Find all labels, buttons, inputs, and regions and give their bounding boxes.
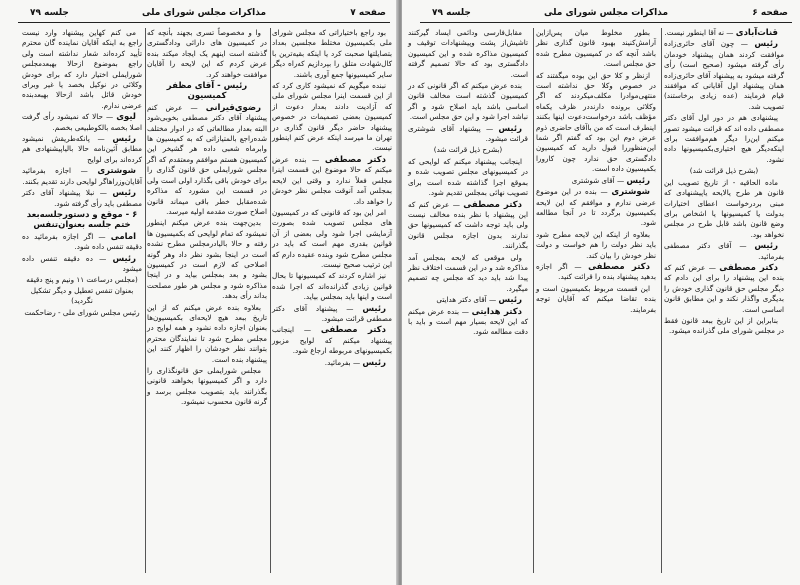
running-title: مذاکرات مجلس شورای ملی — [141, 8, 267, 18]
paragraph — [408, 253, 528, 295]
paragraph-text: ولی موقعی که لایحه بمجلس آمد مذاکره شد و در این قسمت اختلاف نظر پیدا شد باید دید که مجلس چه تصمیم میگیرد. — [408, 252, 528, 293]
paragraph-text: بنابراین از این تاریخ ببعد قانون فقط در مجلس شورای ملی گذرانده میشود. — [664, 315, 784, 336]
paragraph-text: ازنظر و کلا حق این بوده میگفتند که در خصوص وکلا حق نداشته است منتهی‌مواد‌را مکلف‌میکردند که اگر وکلائی برونده دارند‌در ظرف یکماه مؤظف باشد درخواست‌دعوت اینها بکنند اینطرف است که من باآقای حاضری ذوم عرض دوم این بود که گفتم اگر شما این‌منظوررا قبول دارید که کمیسیون دادگستری حق ندارد چون کارورا بکمیسیون داده است. — [536, 70, 656, 174]
paragraph-text: آقای شوشتری — [571, 175, 615, 185]
paragraph-text: بدین‌جهت بنده عرض میکنم اینطور نمیشود که تمام لوایحی که بکمیسیون ها رفته و حالا بالیادرمجلس مطرح نشده است در اینجا بشود نظر داد وهر گونه اصلاحی که لازم است در کمیسیون بشود و بعد بمجلس بیاید و در اینجا مذاکره شود و مجلس هر طور مصلحت بداند رأی بدهد. — [147, 218, 267, 301]
column-divider — [533, 28, 534, 573]
paragraph-text: پانکه‌طریقش نمیشود مطابق آئین‌نامه حالا بالیاپیشنهادی هم کرده‌اند برای لوایح — [22, 134, 142, 164]
centered-note: (بشرح ذیل قرائت شد) — [689, 166, 759, 176]
speaker-name: رئیس — [362, 357, 386, 368]
speaker-name: دکتر مصطفی — [463, 199, 522, 210]
page-number: صفحه ۶ — [752, 8, 788, 18]
paragraph — [408, 28, 528, 80]
paragraph-text: مجلس شورایملی حق قانونگذاری را دارد و اگر کمیسیونها بخواهند قانونی بگذرانند باید بتصویب مجلس برسد و گرنه قانون محسوب نمیشود. — [147, 366, 267, 407]
paragraph — [272, 28, 392, 80]
paragraph-text: اینجانب پیشنهاد میکنم که لوایح مزبور بکمیسیونهای مربوطه ارجاع شود. — [272, 325, 392, 356]
paragraph-text: آقای دکتر هدایتی — [436, 295, 487, 305]
paragraph: امامی — اگر اجازه بفرمائید ده دقیقه تنفس داده شود. — [22, 231, 142, 252]
paragraph-text: امر این بود که قانونی که در کمیسیون های مجلس تصویب شده بصورت آزمایشی اجرا شود ولی بعضی از آن قوانین بقدری مهم است که باید در مجلس مطرح شود وبنده عقیده دارم که این ترتیب صحیح نیست. — [272, 207, 392, 269]
speaker-name: لیوی — [116, 112, 136, 123]
paragraph — [664, 113, 784, 165]
right-page-header — [420, 6, 792, 23]
paragraph-text: بنده عرض میکنم که این لایحه بسیار مهم است و باید با دقت مطالعه شود. — [408, 306, 528, 337]
speaker-name: قنات‌آبادی — [735, 28, 778, 38]
paragraph: شوشتری — اجازه بفرمائید آقایان‌وزراهاگر لوایحی دارند تقدیم بکنند. — [22, 166, 142, 186]
speaker-name: دکتر مصطفی — [320, 325, 386, 336]
paragraph: رئیس — چون آقای حائری‌زاده موافقت کردند همان پیشنهاد خودمان رأی گرفته میشود (صحیح است) رأی گرفته میشود به پیشنهاد آقای حائری‌زاده همان پیشنهاد اول آقایانی که موافقند قیام فرمایند (عده زیادی برخاستند) تصویب شد. — [664, 39, 784, 111]
paragraph-text: اینجانب پیشنهاد میکنم که لوایحی که در کمیسیونهای مجلس تصویب شده و بموقع اجرا گذاشته شده است برای تصویب نهائی بمجلس تقدیم شود. — [408, 156, 528, 198]
paragraph-text: عرض کنم پیشنهاد آقای دکتر مصطفی بخوبی‌شود البته بعدار مطالعاتی که در ادوار مختلف شده‌راجع بالمتیازاتی که به کمیسیون ها وابرماه شعبی داده هر گشیخر این کمیسیون هستم موافقم ومعتقدم که اگر مجلس شورایملی حق قانون گذاری را برای خودش باقی بگذارد اولی است ولی در قسمت این مشورد که مذاکره شده‌مقابل خطر باقی میماند قانون اصلاح صورت مقدمه اولیه میرسد. — [147, 102, 267, 216]
paragraph: رئیس — بفرمائید. — [324, 357, 386, 368]
paragraph-text: بفرمائید. — [324, 357, 351, 367]
speaker-name: رئیس — [754, 39, 778, 50]
paragraph — [408, 157, 528, 199]
speaker-name: رئیس — [626, 175, 650, 186]
column-divider — [270, 28, 271, 573]
paragraph-text: حالا که نمیشود رأی گرفت اصلا بخصه بالکوطبیعی بخصم. — [22, 112, 142, 132]
section-heading: ۶ - موقع و دستورجلسه‌بعد ختم جلسه بعنوان‌تنفس — [26, 209, 138, 231]
paragraph — [22, 28, 142, 111]
session-number: جلسه ۷۹ — [432, 8, 471, 18]
paragraph — [147, 303, 267, 365]
session-number: جلسه ۷۹ — [30, 8, 69, 18]
paragraph: رئیس — ده دقیقه تنفس داده میشود — [22, 253, 142, 273]
paragraph: رئیس — پیشنهاد آقای دکتر مصطفی قرائت میشود. — [272, 303, 392, 323]
paragraph-text: ماده الحاقیه - از تاریخ تصویب این قانون هر طرح یالایحه یاپیشنهادی که مبنی بردرخواست اعطای اختیارات بدولت یا کمیسیونها یا اشخاص برای وضع قانون باشد قابل طرح در مجلس نخواهد بود. — [664, 177, 784, 239]
paragraph: رئیس — پیشنهاد آقای شوشتری قرائت میشود. — [408, 123, 528, 144]
paragraph: شوشتری — بنده در این موضوع عرضی ندارم و موافقم که این لایحه بکمیسیون برگردد تا در آنجا مطالعه شود. — [536, 187, 656, 228]
left-page-header — [18, 6, 390, 23]
paragraph — [408, 81, 528, 123]
paragraph-text: بعلاوه بنده عرض میکنم که از این تاریخ ببعد هیچ لایحه‌ای بکمیسیون‌ها بعنوان اجازه داده نشود و همه لوایح در مجلس مطرح شود تا نمایندگان محترم بتوانند نظر خودشان را اظهار کنند این پیشنهاد بنده است. — [147, 302, 267, 364]
paragraph-text: پیشنهادی هم در دور اول آقای دکتر مصطفی داده اند که قرائت میشود تصور میکنم این‌را دیگر هم‌موافقت برای اینکه‌دیگر هیچ اختیاری‌بکمیسیونها داده نشود. — [664, 113, 784, 164]
paragraph — [147, 218, 267, 301]
paragraph: دکتر مصطفی — اینجانب پیشنهاد میکنم که لوایح مزبور بکمیسیونهای مربوطه ارجاع شود. — [272, 325, 392, 356]
paragraph-text: آقای دکتر مصطفی بفرمائید. — [664, 241, 784, 261]
paragraph-text: بنده عرض میکنم که اگر قانونی که در کمیسیون گذشته است مخالف قانون اساسی باشد باید اصلاح شود و اگر نباشد اجرا شود و این حق مجلس است. — [408, 81, 528, 122]
speaker-name: رئیس — [362, 303, 386, 314]
speaker-name: رئیس — [498, 123, 522, 134]
paragraph — [664, 316, 784, 337]
paragraph — [147, 28, 267, 80]
paragraph: رئیس — آقای دکتر مصطفی بفرمائید. — [664, 241, 784, 261]
paragraph: دکتر هدایتی — بنده عرض میکنم که این لایحه بسیار مهم است و باید با دقت مطالعه شود. — [408, 306, 528, 337]
speaker-name: رئیس — [112, 188, 136, 199]
paragraph: رضوی‌قیرانی — عرض کنم پیشنهاد آقای دکتر مصطفی بخوبی‌شود البته بعدار مطالعاتی که در ادوار مختلف شده‌راجع بالمتیازاتی که به کمیسیون ها وابرماه شعبی داده هر گشیخر این کمیسیون هستم موافقم ومعتقدم که اگر مجلس شورایملی حق قانون گذاری را برای خودش باقی بگذارد اولی است ولی در قسمت این مشورد که مذاکره شده‌مقابل خطر باقی میماند قانون اصلاح صورت مقدمه اولیه میرسد. — [147, 102, 267, 216]
paragraph-text: وا و مخصوصاً تسری بجهند بأنچه که در کمیسیون های دارائی ودادگستری گذشته است اینهم یک ایجاد میکند بنده عرض کردم که این لایحه را آقایان موافقت خواهند کرد. — [147, 28, 267, 79]
paragraph: دکتر مصطفی — بنده عرض میکنم که حالا موضوع این قسمت اینرا مجلس فعلاً ندارد و وقتی این لایحه بمجلس آمد آنوقت مجلس نظر خودش را خواهد داد. — [272, 154, 392, 206]
paragraph: دکتر مصطفی — عرض کنم که بنده این پیشنهاد را برای این دادم که دیگر مجلس حق قانون گذاری خودش را بدیگری واگذار نکند و این مطابق قانون اساسی است. — [664, 262, 784, 314]
left-page — [0, 0, 398, 585]
paragraph — [272, 208, 392, 270]
paragraph-text: مقابل‌فارسی ودائمی ایساد گیرکنند تاشیش‌از پشت وپیشنهادات توقیف و کمیسیون مذاکره شده و این کمیسیون دادگستری بود که حالا تصمیم گرفته است. — [408, 28, 528, 79]
paragraph-text: می کنم کهاین پیشنهاد وارد نیست راجع به اینکه آقایان نماینده گان محترم تأیید کرده‌اند شعار نداشته است ولی راجع بموضوع ازحالا بهبعدمجلس شورایملی اختیار دارد که برای خودش وکلائی در نوکیل بخصد یا غیر وبرای خودش قائل باشد ازحالا بهبعدبنده عرضی ندارم. — [22, 28, 142, 110]
paragraph-text: اجازه بفرمائید آقایان‌وزراهاگر لوایحی دارند تقدیم بکنند. — [22, 166, 142, 186]
centered-note: رئیس مجلس شورای ملی - رضاحکمت — [24, 307, 140, 317]
paragraph-text: ده دقیقه تنفس داده میشود — [22, 253, 142, 273]
speaker-name: رئیس — [112, 253, 137, 264]
paragraph-text: نیز اشاره کردند که کمیسیونها تا بحال قوانین زیادی گذرانده‌اند که اجرا شده است و اینها باید بمجلس بیاید. — [272, 271, 392, 302]
column-divider — [145, 28, 146, 573]
speaker-name: دکتر مصطفی — [719, 262, 778, 273]
paragraph: لیوی — حالا که نمیشود رأی گرفت اصلا بخصه بالکوطبیعی بخصم. — [22, 112, 142, 132]
text-column — [536, 28, 656, 578]
paragraph: دکتر مصطفی — عرض کنم که این پیشنهاد با نظر بنده مخالف نیست ولی باید توجه داشت که کمیسیونها حق ندارند بدون اجازه مجلس قانون بگذرانند. — [408, 199, 528, 251]
paragraph — [147, 366, 267, 408]
page-number: صفحه ۷ — [350, 8, 386, 18]
centered-note: (مجلس درساعت ۱۱ ونیم و پنج دقیقه بعنوان تنفس تعطیل و دیگر تشکیل نگردید) — [26, 275, 138, 306]
speaker-name: دکتر مصطفی — [588, 261, 650, 272]
speaker-name: رئیس — [112, 134, 136, 145]
speaker-name: دکتر هدایتی — [471, 306, 523, 317]
speaker-name: رضوی‌قیرانی — [205, 102, 261, 113]
speaker-name: شوشتری — [97, 166, 136, 177]
paragraph — [272, 81, 392, 154]
paragraph-text: بود راجع باختیاراتی که مجلس شورای ملی بکمیسیون مختلط مجلسین بعداد بتصایلتها صحبت کرد یا اینکه بقیه‌ترین با کال‌شهادت متلق را بپردازیم که‌راه دیگر سایر کمیسیونها جمع آوری باشند. — [272, 28, 392, 79]
paragraph: رئیس — آقای دکتر هدایتی — [436, 295, 522, 306]
paragraph — [272, 271, 392, 302]
text-column — [664, 28, 784, 578]
paragraph-text: پیشنهاد آقای شوشتری قرائت میشود. — [408, 123, 528, 144]
paragraph-text: عرض کنم که بنده این پیشنهاد را برای این دادم که دیگر مجلس حق قانون گذاری خودش را بدیگری واگذار نکند و این مطابق قانون اساسی است. — [664, 262, 784, 314]
paragraph: رئیس — آقای شوشتری — [571, 175, 650, 186]
text-column — [147, 28, 267, 578]
right-page — [402, 0, 800, 585]
paragraph-text: بطور مخلوط میان پس‌ازاین آرامش‌کنیند بهبود قانون گذاری نظر باشد آنچه که در کمیسیون مطرح شده حق مجلس است. — [536, 28, 656, 69]
column-divider — [661, 28, 662, 573]
paragraph-text: عرض کنم که این پیشنهاد با نظر بنده مخالف نیست ولی باید توجه داشت که کمیسیونها حق ندارند بدون اجازه مجلس قانون بگذرانند. — [408, 199, 528, 251]
speaker-name: دکتر مصطفی — [324, 154, 386, 165]
paragraph-text: چون آقای حائری‌زاده موافقت کردند همان پیشنهاد خودمان رأی گرفته میشود (صحیح است) رأی گرفته میشود به پیشنهاد آقای حائری‌زاده همان پیشنهاد اول آقایانی که موافقند قیام فرمایند (عده زیادی برخاستند) تصویب شد. — [664, 39, 784, 111]
paragraph-text: این قسمت مربوط بکمیسیون است و بنده تقاضا میکنم که آقایان توجه بفرمایند. — [536, 283, 656, 314]
paragraph-text: نبنده میگویم که نمیشود کاری کرد که از این قسمت اینرا مجلس شورای ملی که آزادیت دادند بعدار دعوت از کمیسیون بعضی تصمیمات در خصوص پیشنهاد حاضر دیگر قانون گذاری در تهران ما میرسد اینکه عرض کنم اینطور نیست. — [272, 81, 392, 153]
text-column — [272, 28, 392, 578]
running-title: مذاکرات مجلس شورای ملی — [543, 8, 669, 18]
paragraph — [536, 284, 656, 315]
paragraph-text: نبلا پیشنهاد آقای دکتر مصطفی باید رأی گرفته شود. — [22, 188, 142, 208]
paragraph: دکتر مصطفی — اگر اجازه بدهید پیشنهاد بنده را قرائت کنید. — [536, 261, 656, 282]
centered-note: (بشرح ذیل قرائت شد) — [433, 145, 503, 155]
paragraph: رئیس — پانکه‌طریقش نمیشود مطابق آئین‌نامه حالا بالیاپیشنهادی هم کرده‌اند برای لوایح — [22, 134, 142, 164]
speaker-name: شوشتری — [611, 187, 651, 198]
paragraph-text: اگر اجازه بفرمائید ده دقیقه تنفس داده شود. — [22, 231, 142, 252]
paragraph: رئیس — نبلا پیشنهاد آقای دکتر مصطفی باید رأی گرفته شود. — [22, 188, 142, 208]
paragraph-text: پیشنهاد آقای دکتر مصطفی قرائت میشود. — [272, 303, 392, 323]
paragraph — [536, 230, 656, 261]
section-heading: رئیس - آقای مظفر کمیسیون — [166, 81, 248, 102]
paragraph — [536, 71, 656, 175]
paragraph-text: بنده عرض میکنم که حالا موضوع این قسمت اینرا مجلس فعلاً ندارد و وقتی این لایحه بمجلس آمد آنوقت مجلس نظر خودش را خواهد داد. — [272, 154, 392, 206]
text-column — [22, 28, 142, 317]
paragraph-text: نه آقا اینطور نیست. — [664, 28, 725, 37]
speaker-name: رئیس — [498, 295, 522, 306]
paragraph — [536, 28, 656, 70]
text-column — [408, 28, 528, 578]
paragraph-text: اگر اجازه بدهید پیشنهاد بنده را قرائت کنید. — [536, 261, 656, 282]
paragraph-text: بنده در این موضوع عرضی ندارم و موافقم که این لایحه بکمیسیون برگردد تا در آنجا مطالعه شود. — [536, 187, 656, 228]
paragraph: قنات‌آبادی — نه آقا اینطور نیست. — [664, 28, 778, 38]
paragraph-text: بعلاوه از اینکه این لایحه مطرح شود باید نظر دولت را هم خواست و دولت نظر خودش را بیان کند. — [536, 229, 656, 260]
speaker-name: امامی — [110, 231, 136, 242]
speaker-name: رئیس — [754, 241, 778, 252]
paragraph — [664, 178, 784, 240]
